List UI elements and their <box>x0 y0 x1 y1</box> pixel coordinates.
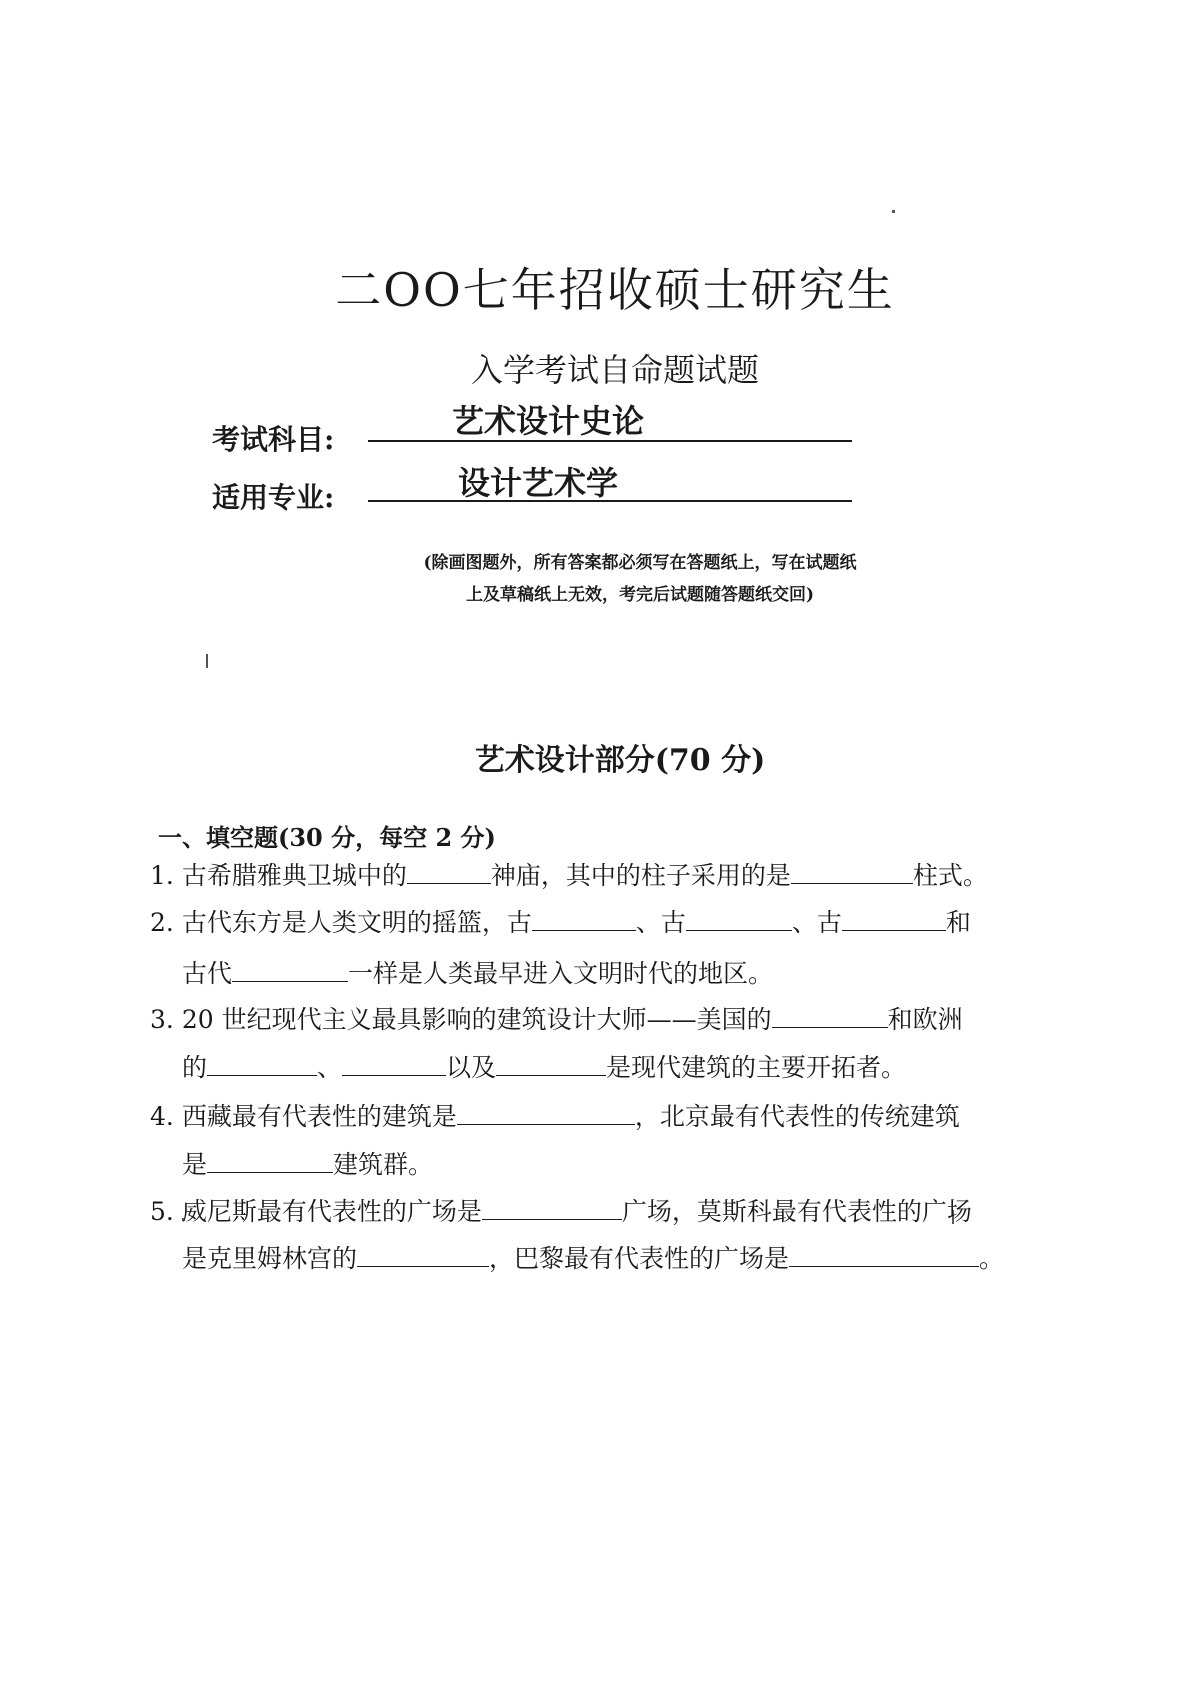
question-text: 古希腊雅典卫城中的 <box>181 861 407 890</box>
question-text: 柱式。 <box>912 861 988 890</box>
answer-blank <box>207 1146 333 1173</box>
answer-blank <box>342 1049 446 1076</box>
question-text: 20 世纪现代主义最具影响的建筑设计大师——美国的 <box>181 1005 772 1034</box>
question-text: 建筑群。 <box>333 1150 434 1179</box>
question-5 <box>150 1192 972 1228</box>
answer-blank <box>496 1049 606 1076</box>
question-number: 4. <box>150 1102 174 1131</box>
major-value: 设计艺术学 <box>457 464 618 502</box>
question-number: 2. <box>150 908 174 937</box>
answer-blank <box>407 857 491 884</box>
section-title: 艺术设计部分(70 分) <box>474 743 766 778</box>
question-text: 、古 <box>791 908 842 937</box>
question-1 <box>150 856 988 892</box>
answer-blank <box>791 857 913 884</box>
question-text: 是克里姆林宫的 <box>182 1244 358 1273</box>
answer-blank <box>686 904 792 931</box>
question-number: 1. <box>150 861 174 890</box>
scan-mark <box>206 654 208 668</box>
answer-blank <box>842 904 946 931</box>
answer-blank <box>482 1193 622 1220</box>
major-label: 适用专业: <box>212 481 335 514</box>
question-text: 和欧洲 <box>887 1005 963 1034</box>
subject-value: 艺术设计史论 <box>451 402 644 440</box>
answer-blank <box>207 1049 317 1076</box>
question-text: ，巴黎最有代表性的广场是 <box>489 1244 790 1273</box>
answer-blank <box>357 1240 489 1267</box>
answer-blank <box>532 904 636 931</box>
answer-blank <box>232 955 348 982</box>
exam-title: 二OO七年招收硕士研究生 <box>335 263 895 317</box>
answer-blank <box>789 1240 979 1267</box>
exam-subtitle: 入学考试自命题试题 <box>470 351 759 389</box>
question-text: 、古 <box>635 908 686 937</box>
question-2 <box>150 903 971 939</box>
scan-dot <box>892 210 895 213</box>
question-text: 是 <box>182 1150 208 1179</box>
question-text: 西藏最有代表性的建筑是 <box>181 1102 457 1131</box>
question-4-cont <box>182 1145 433 1181</box>
question-text: 和 <box>945 908 971 937</box>
question-text: 、 <box>317 1053 343 1082</box>
question-text: 广场，莫斯科最有代表性的广场 <box>621 1197 972 1226</box>
question-text: 威尼斯最有代表性的广场是 <box>181 1197 482 1226</box>
question-number: 3. <box>150 1005 174 1034</box>
question-group-heading: 一、填空题(30 分，每空 2 分) <box>158 823 496 852</box>
question-text: 古代 <box>182 959 233 988</box>
question-text: 的 <box>182 1053 208 1082</box>
question-text: 。 <box>979 1244 1005 1273</box>
question-text: 神庙，其中的柱子采用的是 <box>490 861 791 890</box>
question-text: ，北京最有代表性的传统建筑 <box>634 1102 960 1131</box>
question-4 <box>150 1097 960 1133</box>
answer-blank <box>772 1001 888 1028</box>
question-3 <box>150 1000 963 1036</box>
question-2-cont <box>182 954 773 990</box>
question-5-cont <box>182 1239 1004 1275</box>
notice-line-2: 上及草稿纸上无效，考完后试题随答题纸交回) <box>465 585 815 605</box>
subject-label: 考试科目: <box>212 423 335 456</box>
question-number: 5. <box>150 1197 174 1226</box>
question-text: 古代东方是人类文明的摇篮，古 <box>181 908 532 937</box>
question-text: 是现代建筑的主要开拓者。 <box>606 1053 907 1082</box>
answer-blank <box>457 1098 635 1125</box>
question-3-cont <box>182 1048 906 1084</box>
question-text: 以及 <box>446 1053 497 1082</box>
question-text: 一样是人类最早进入文明时代的地区。 <box>348 959 774 988</box>
notice-line-1: (除画图题外，所有答案都必须写在答题纸上，写在试题纸 <box>423 553 857 573</box>
